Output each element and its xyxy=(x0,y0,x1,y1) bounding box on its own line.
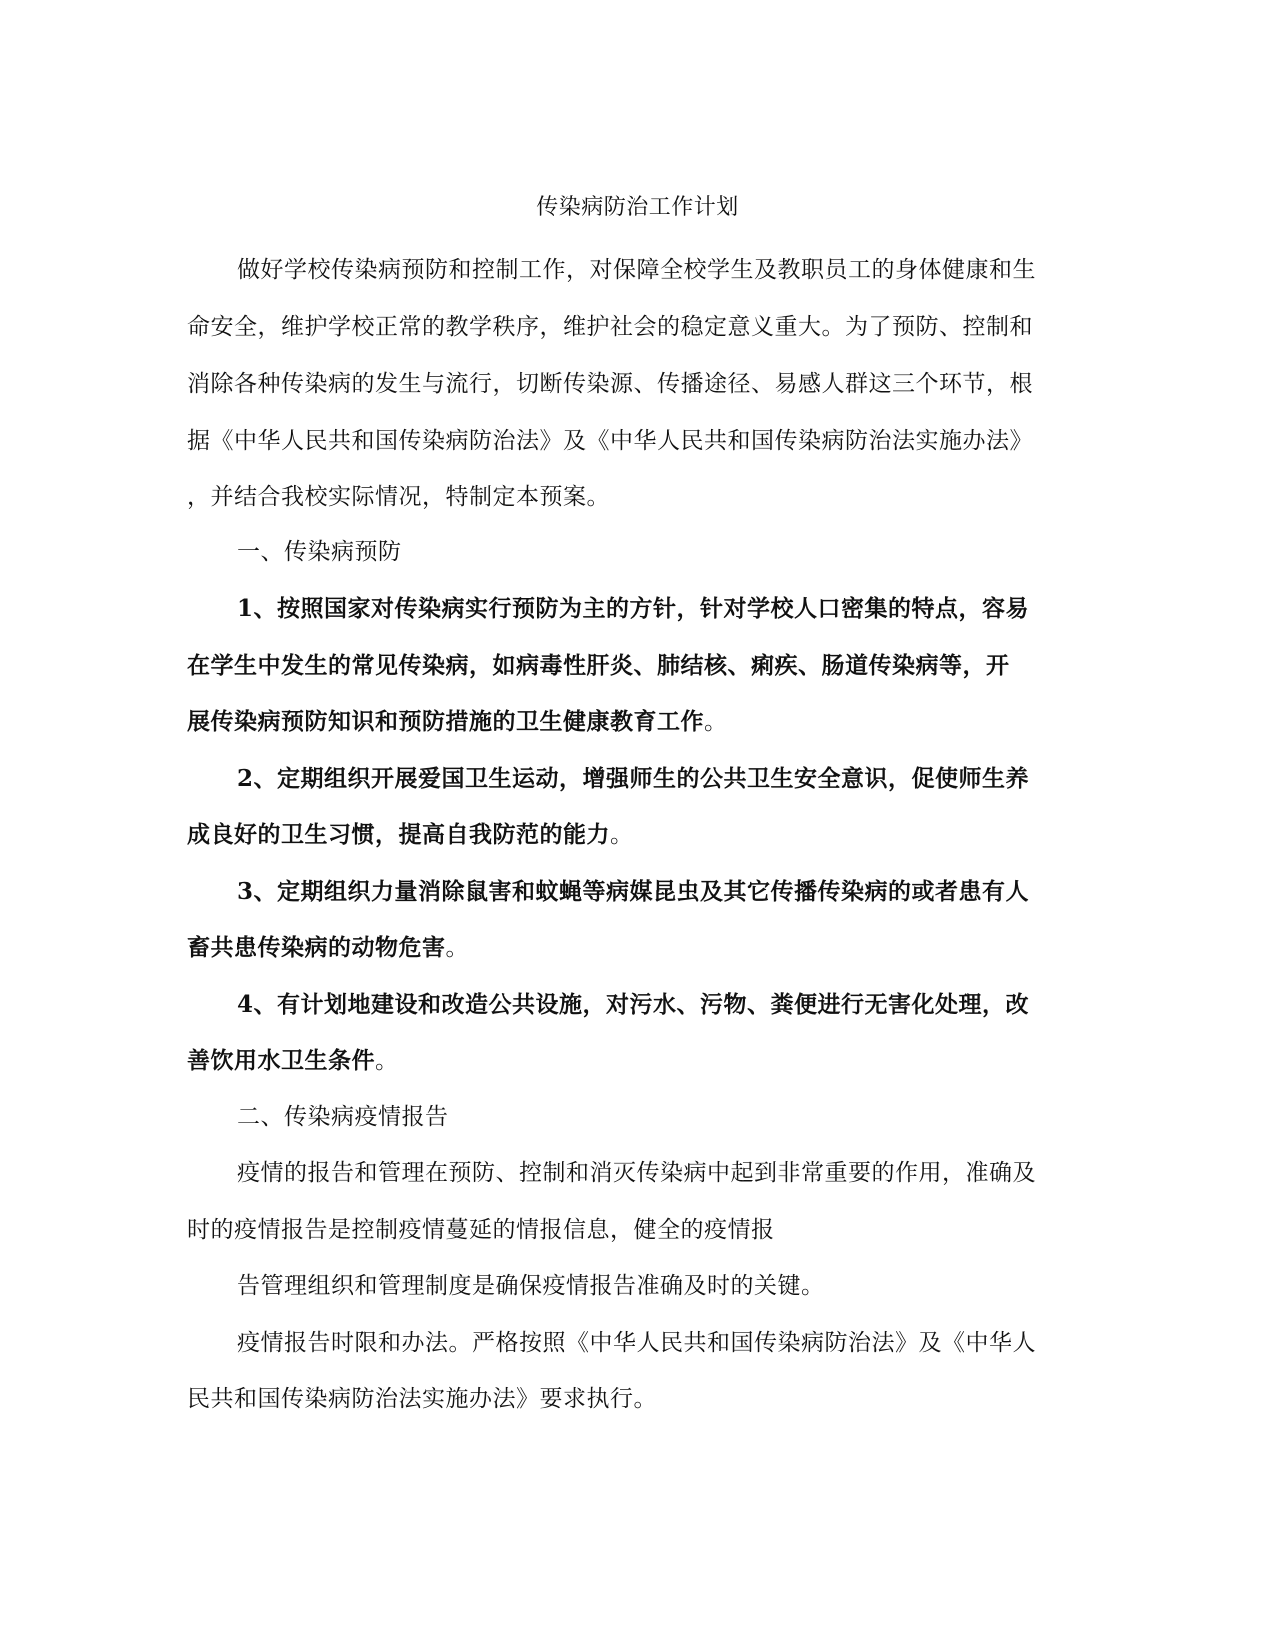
intro-line-1: 做好学校传染病预防和控制工作，对保障全校学生及教职员工的身体健康和生 xyxy=(237,257,1036,283)
section-1-item-1-line-3-tail: 。 xyxy=(704,709,728,735)
section-1-item-4-line-2 xyxy=(187,1046,1087,1076)
section-1-item-4-line-2-bold: 善饮用水卫生条件 xyxy=(187,1047,375,1074)
intro-line-2: 命安全，维护学校正常的教学秩序，维护社会的稳定意义重大。为了预防、控制和 xyxy=(187,314,1033,340)
section-1-item-3-line-1: 3、定期组织力量消除鼠害和蚊蝇等病媒昆虫及其它传播传染病的或者患有人 xyxy=(237,878,1030,905)
section-2-para-3-line-1: 疫情报告时限和办法。严格按照《中华人民共和国传染病防治法》及《中华人 xyxy=(237,1330,1036,1356)
section-1-item-2-line-2-tail: 。 xyxy=(610,822,634,848)
section-1-item-4-line-1: 4、有计划地建设和改造公共设施，对污水、污物、粪便进行无害化处理，改 xyxy=(237,991,1030,1018)
section-2-para-2-line-1: 告管理组织和管理制度是确保疫情报告准确及时的关键。 xyxy=(237,1273,825,1299)
document-title: 传染病防治工作计划 xyxy=(536,195,739,220)
intro-line-5: ，并结合我校实际情况，特制定本预案。 xyxy=(187,484,610,510)
section-1-item-3-line-2-bold: 畜共患传染病的动物危害 xyxy=(187,934,446,961)
section-2-para-1-line-1: 疫情的报告和管理在预防、控制和消灭传染病中起到非常重要的作用，准确及 xyxy=(237,1160,1036,1186)
section-1-item-3-line-2-tail: 。 xyxy=(445,935,469,961)
section-1-heading: 一、传染病预防 xyxy=(237,539,402,565)
section-1-item-2-line-2 xyxy=(187,820,1087,850)
intro-line-4: 据《中华人民共和国传染病防治法》及《中华人民共和国传染病防治法实施办法》 xyxy=(187,428,1033,454)
section-1-item-1-line-3-bold: 展传染病预防知识和预防措施的卫生健康教育工作 xyxy=(187,708,704,735)
section-2-heading: 二、传染病疫情报告 xyxy=(237,1104,449,1130)
section-1-item-3-line-2 xyxy=(187,933,1087,963)
section-1-item-2-line-2-bold: 成良好的卫生习惯，提高自我防范的能力 xyxy=(187,821,610,848)
section-1-item-1-line-3 xyxy=(187,707,1087,737)
section-2-para-3-line-2: 民共和国传染病防治法实施办法》要求执行。 xyxy=(187,1386,657,1412)
section-1-item-1-line-1: 1、按照国家对传染病实行预防为主的方针，针对学校人口密集的特点，容易 xyxy=(237,595,1030,622)
section-1-item-4-line-2-tail: 。 xyxy=(375,1048,399,1074)
intro-line-3: 消除各种传染病的发生与流行，切断传染源、传播途径、易感人群这三个环节，根 xyxy=(187,371,1033,397)
section-2-para-1-line-2: 时的疫情报告是控制疫情蔓延的情报信息，健全的疫情报 xyxy=(187,1217,775,1243)
section-1-item-1-line-2: 在学生中发生的常见传染病，如病毒性肝炎、肺结核、痢疾、肠道传染病等，开 xyxy=(187,652,1010,679)
section-1-item-2-line-1: 2、定期组织开展爱国卫生运动，增强师生的公共卫生安全意识，促使师生养 xyxy=(237,765,1030,792)
